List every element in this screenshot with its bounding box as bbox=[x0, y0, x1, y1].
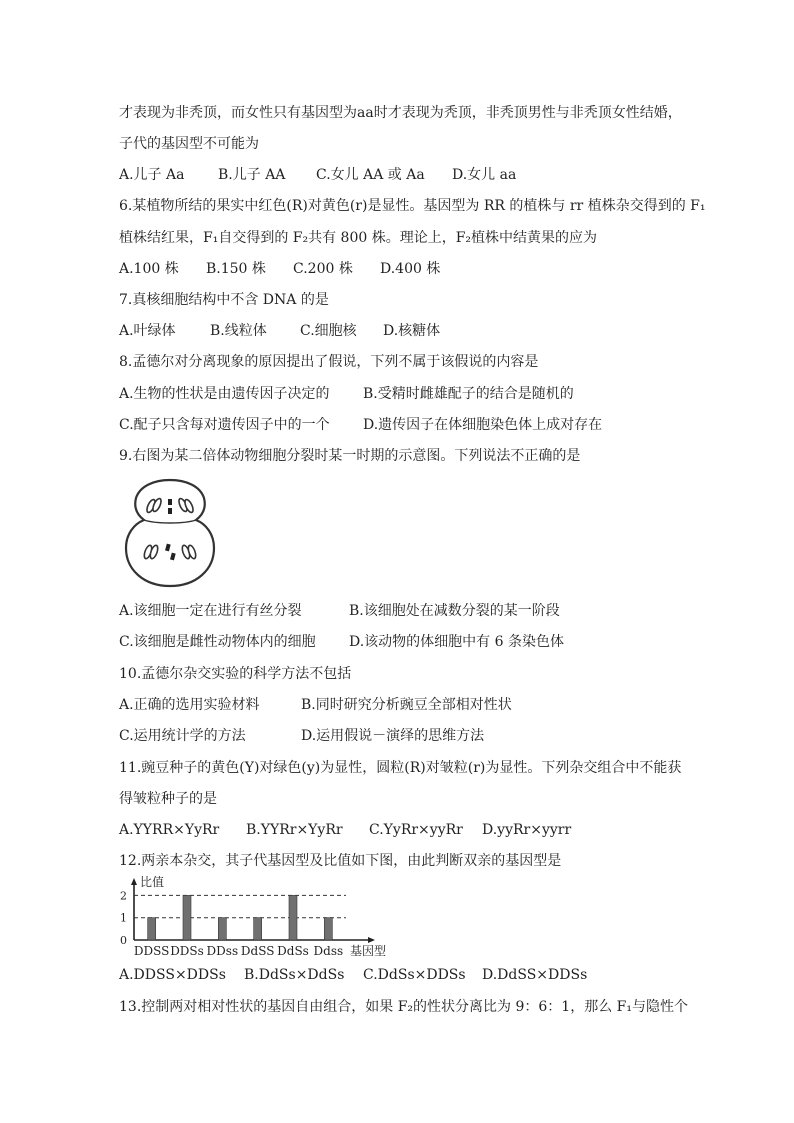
q11-option-b: B.YYRr×YyRr bbox=[246, 822, 343, 838]
chart-x-tick-label: DDSS bbox=[133, 944, 170, 958]
q9-option-d: D.该动物的体细胞中有 6 条染色体 bbox=[349, 634, 564, 650]
chart-y-tick-label: 0 bbox=[120, 934, 127, 947]
q7-stem: 7.真核细胞结构中不含 DNA 的是 bbox=[119, 292, 329, 308]
q10-option-c: C.运用统计学的方法 bbox=[119, 728, 246, 744]
chart-bar-DDSs bbox=[183, 895, 191, 940]
chart-y-tick-label: 1 bbox=[120, 911, 127, 925]
q7-option-b: B.线粒体 bbox=[210, 323, 267, 339]
genotype-ratio-chart bbox=[112, 874, 412, 958]
q8-option-b: B.受精时雌雄配子的结合是随机的 bbox=[363, 386, 574, 402]
q13-stem: 13.控制两对相对性状的基因自由组合，如果 F₂的性状分离比为 9：6：1，那么 F₁与隐性个 bbox=[119, 999, 688, 1015]
chart-bar-Ddss bbox=[324, 918, 332, 940]
q7-option-a: A.叶绿体 bbox=[119, 323, 176, 339]
q8-option-c: C.配子只含每对遗传因子中的一个 bbox=[119, 417, 330, 433]
chart-bar-DdSs bbox=[289, 895, 297, 940]
q6-stem-line2: 植株结红果，F₁自交得到的 F₂共有 800 株。理论上，F₂植株中结黄果的应为 bbox=[119, 230, 598, 246]
chart-x-arrow bbox=[368, 937, 375, 943]
q9-stem: 9.右图为某二倍体动物细胞分裂时某一时期的示意图。下列说法不正确的是 bbox=[119, 448, 581, 464]
q6-option-a: A.100 株 bbox=[119, 261, 179, 277]
q5-stem-line2: 子代的基因型不可能为 bbox=[119, 136, 259, 152]
q6-option-d: D.400 株 bbox=[380, 261, 441, 277]
q10-option-d: D.运用假说－演绎的思维方法 bbox=[301, 728, 485, 744]
q5-option-c: C.女儿 AA 或 Aa bbox=[316, 167, 425, 183]
chart-y-label: 比值 bbox=[140, 875, 165, 889]
q10-option-b: B.同时研究分析豌豆全部相对性状 bbox=[301, 697, 512, 713]
chart-y-arrow bbox=[131, 878, 137, 885]
q9-option-c: C.该细胞是雌性动物体内的细胞 bbox=[119, 634, 316, 650]
q8-option-d: D.遗传因子在体细胞染色体上成对存在 bbox=[363, 417, 603, 433]
chart-x-label: 基因型 bbox=[350, 944, 387, 958]
q7-option-c: C.细胞核 bbox=[300, 323, 357, 339]
chart-x-tick-label: DDss bbox=[206, 944, 239, 958]
q7-option-d: D.核糖体 bbox=[383, 323, 441, 339]
q12-stem: 12.两亲本杂交，其子代基因型及比值如下图，由此判断双亲的基因型是 bbox=[119, 853, 562, 869]
q8-stem: 8.孟德尔对分离现象的原因提出了假说，下列不属于该假说的内容是 bbox=[119, 354, 539, 370]
q6-option-c: C.200 株 bbox=[293, 261, 353, 277]
q11-stem-line2: 得皱粒种子的是 bbox=[119, 791, 217, 807]
chart-bar-DdSS bbox=[254, 918, 262, 940]
q11-option-c: C.YyRr×yyRr bbox=[369, 822, 463, 838]
q12-option-c: C.DdSs×DDSs bbox=[363, 967, 466, 983]
chart-x-tick-label: Ddss bbox=[313, 944, 344, 958]
q12-option-a: A.DDSS×DDSs bbox=[119, 967, 226, 983]
chart-x-tick-label: DdSs bbox=[277, 944, 309, 958]
chart-bar-DDSS bbox=[148, 918, 156, 940]
q6-option-b: B.150 株 bbox=[206, 261, 266, 277]
q12-option-b: B.DdSs×DdSs bbox=[244, 967, 345, 983]
q11-option-a: A.YYRR×YyRr bbox=[119, 822, 220, 838]
q8-option-a: A.生物的性状是由遗传因子决定的 bbox=[119, 386, 330, 402]
chart-x-tick-label: DdSS bbox=[240, 944, 275, 958]
q9-option-b: B.该细胞处在减数分裂的某一阶段 bbox=[349, 603, 560, 619]
q10-stem: 10.孟德尔杂交实验的科学方法不包括 bbox=[119, 666, 352, 682]
q9-option-a: A.该细胞一定在进行有丝分裂 bbox=[119, 603, 302, 619]
q10-option-a: A.正确的选用实验材料 bbox=[119, 697, 260, 713]
q11-option-d: D.yyRr×yyrr bbox=[482, 822, 572, 838]
chart-x-tick-label: DDSs bbox=[170, 944, 204, 958]
q12-option-d: D.DdSS×DDSs bbox=[482, 967, 588, 983]
chart-y-tick-label: 2 bbox=[120, 889, 127, 903]
q6-stem-line1: 6.某植物所结的果实中红色(R)对黄色(r)是显性。基因型为 RR 的植株与 rr 植株杂交得到的 F₁ bbox=[119, 198, 706, 214]
q5-stem-line1: 才表现为非秃顶，而女性只有基因型为aa时才表现为秃顶，非秃顶男性与非秃顶女性结婚， bbox=[119, 105, 682, 121]
q11-stem-line1: 11.豌豆种子的黄色(Y)对绿色(y)为显性，圆粒(R)对皱粒(r)为显性。下列杂交组合中不能获 bbox=[119, 760, 682, 776]
chart-bar-DDss bbox=[218, 918, 226, 940]
q5-option-a: A.儿子 Aa bbox=[119, 167, 185, 183]
q5-option-d: D.女儿 aa bbox=[452, 167, 517, 183]
cell-division-figure bbox=[124, 478, 216, 590]
q5-option-b: B.儿子 AA bbox=[218, 167, 286, 183]
